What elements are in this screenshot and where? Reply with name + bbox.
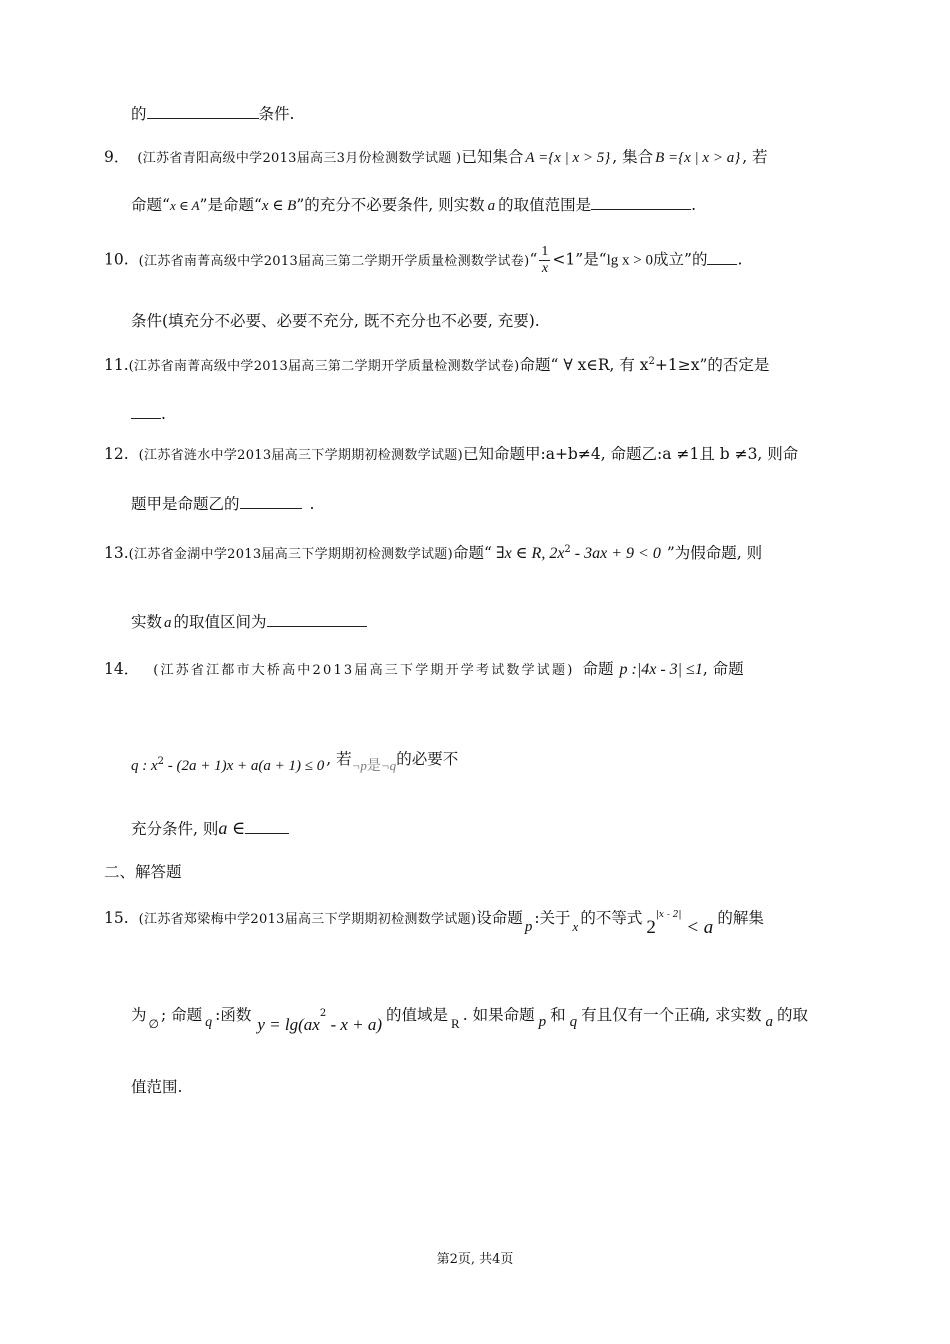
question-13-line-1: 13.(江苏省金湖中学2013届高三下学期期初检测数学试题)命题“ ∃x ∈ R, $2x^2 - 3ax + 9 < 0$ ”为假命题, 则: [104, 544, 763, 563]
question-15-line-1: 15. (江苏省郑梁梅中学2013届高三下学期期初检测数学试题)设命题 p :关于 $_x$ 的不等式 $2^{|x - 2|} < a$ 的解集: [104, 909, 764, 939]
section-heading: 二、解答题: [104, 863, 182, 881]
question-15-line-3: 值范围.: [131, 1078, 183, 1096]
question-14-line-3: 充分条件, 则a ∈: [131, 818, 289, 839]
answer-blank: [267, 612, 367, 627]
question-15-line-2: 为 $_\emptyset$ ; 命题 q :函数 $y = \lg(ax^2 - x + a)$ 的值域是 $_R$ . 如果命题 p 和 q 有且仅有一个正确, 求实数 a 的取: [131, 1006, 808, 1035]
answer-blank: [131, 404, 161, 419]
fraction-1-over-x: $\frac{1}{x}$: [541, 244, 549, 276]
answer-blank: [707, 250, 737, 265]
question-14-line-2: q : $x^2 - (2a + 1)x + a(a + 1) \le 0$ , 若¬p是¬q的必要不: [131, 750, 459, 775]
question-10-line-2: 条件(填充分不必要、必要不充分, 既不充分也不必要, 充要).: [131, 312, 540, 330]
question-11-line-1: 11.(江苏省南菁高级中学2013届高三第二学期开学质量检测数学试卷)命题“ ∀ x∈R, 有 $x^2+1\ge x$”的否定是: [104, 356, 770, 375]
page-footer: 第2页, 共4页: [436, 1252, 514, 1267]
question-10-line-1: 10. (江苏省南菁高级中学2013届高三第二学期开学质量检测数学试卷)“ $\frac{1}{x}$ <1”是“lg x > 0成立”的 .: [104, 244, 743, 276]
question-12-line-1: 12. (江苏省涟水中学2013届高三下学期期初检测数学试题)已知命题甲:a+b≠4, 命题乙:a ≠1且 b ≠3, 则命: [104, 445, 799, 463]
question-9-line-2: 命题“x ∈ A”是命题“x ∈ B”的充分不必要条件, 则实数 a 的取值范围是 .: [131, 196, 697, 214]
answer-blank: [240, 494, 302, 509]
question-13-line-2: 实数 a 的取值区间为: [131, 612, 367, 633]
question-9-line-1: 9． (江苏省青阳高级中学2013届高三3月份检测数学试题 )已知集合 A ={x | x > 5} , 集合 B ={x | x > a} , 若: [104, 148, 768, 166]
continuation-line: 的 条件.: [131, 105, 295, 123]
question-14-line-1: 14． (江苏省江都市大桥高中2013届高三下学期开学考试数学试题) 命题 p :|4x - 3| ≤1, 命题: [104, 660, 744, 678]
answer-blank: [245, 819, 289, 834]
question-12-line-2: 题甲是命题乙的 .: [131, 495, 315, 513]
answer-blank: [591, 195, 691, 210]
question-11-line-2: .: [131, 404, 166, 424]
answer-blank: [147, 104, 259, 119]
